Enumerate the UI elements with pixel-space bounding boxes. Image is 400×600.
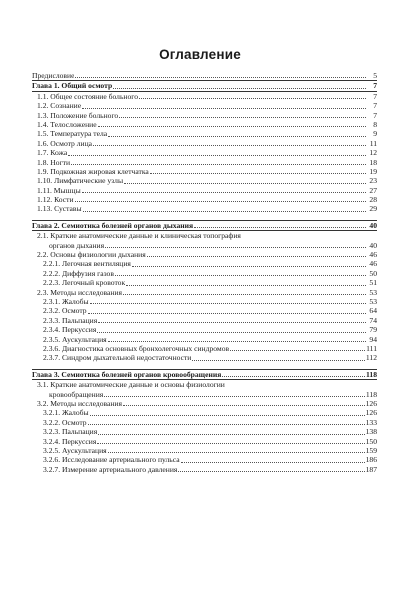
toc-page-number: 8 [373, 119, 377, 129]
toc-entry-label: Предисловие [32, 70, 75, 80]
toc-page-number: 27 [369, 185, 377, 195]
toc-entry-label: 3.2.1. Жалобы [43, 408, 89, 418]
dot-leader [178, 471, 364, 472]
toc-page-number: 64 [369, 306, 377, 316]
toc-entry-label: 1.2. Сознание [37, 101, 82, 111]
toc-entry[interactable] [32, 455, 377, 464]
table-of-contents [32, 71, 377, 474]
toc-entry-label: 1.13. Суставы [37, 204, 82, 214]
dot-leader [123, 294, 366, 295]
dot-leader [194, 227, 366, 228]
dot-leader [108, 136, 366, 137]
toc-entry[interactable] [32, 158, 377, 167]
dot-leader [108, 341, 366, 342]
dot-leader [115, 275, 366, 276]
toc-entry[interactable] [32, 71, 377, 80]
toc-entry-label: 1.9. Подкожная жировая клетчатка [37, 166, 149, 176]
dot-leader [150, 173, 366, 174]
dot-leader [104, 396, 365, 397]
toc-entry-label: 1.11. Мышцы [37, 185, 81, 195]
toc-entry-label: 1.6. Осмотр лица [37, 138, 93, 148]
toc-entry[interactable] [32, 195, 377, 204]
toc-page-number: 53 [369, 297, 377, 306]
toc-entry[interactable] [32, 418, 377, 427]
toc-page-number: 29 [369, 204, 377, 214]
toc-entry-label: Глава 2. Семиотика болезней органов дыхания [32, 220, 194, 230]
toc-entry[interactable] [32, 186, 377, 195]
toc-page-number: 7 [373, 101, 377, 111]
toc-page-number: 79 [369, 325, 377, 335]
toc-entry-label: 2.3.4. Перкуссия [43, 325, 97, 335]
dot-leader [124, 183, 366, 184]
toc-entry-label: 1.10. Лимфатические узлы [37, 176, 124, 186]
toc-entry-label: 1.1. Общее состояние больного [37, 91, 139, 101]
toc-entry-label: 2.3.1. Жалобы [43, 297, 89, 306]
toc-entry-label: 3.2.5. Аускультация [43, 445, 107, 455]
toc-entry[interactable] [32, 427, 377, 436]
toc-entry-label: 3.2.2. Осмотр [43, 417, 87, 427]
toc-entry[interactable] [32, 408, 377, 417]
toc-entry[interactable] [32, 344, 377, 353]
toc-entry-label: 2.2.3. Легочный кровоток [43, 278, 126, 288]
toc-page-number: 7 [373, 81, 377, 91]
dot-leader [82, 108, 366, 109]
toc-entry[interactable] [32, 269, 377, 278]
dot-leader [105, 247, 366, 248]
toc-page-number: 133 [365, 417, 377, 427]
toc-entry[interactable] [32, 446, 377, 455]
toc-entry[interactable] [32, 380, 377, 399]
toc-page-number: 7 [373, 91, 377, 101]
toc-entry-label: 2.2.2. Диффузия газов [43, 268, 114, 278]
toc-entry-label: 2.3.2. Осмотр [43, 306, 87, 316]
dot-leader [88, 424, 365, 425]
toc-entry[interactable] [32, 231, 377, 250]
toc-entry-label: 2.3.3. Пальпация [43, 315, 98, 325]
dot-leader [98, 322, 366, 323]
toc-page-number: 74 [369, 315, 377, 325]
toc-entry[interactable] [32, 92, 377, 101]
toc-entry-label: 2.3.5. Аускультация [43, 334, 107, 344]
dot-leader [222, 376, 365, 377]
toc-entry[interactable] [32, 259, 377, 268]
toc-entry-label: 2.3. Методы исследования [37, 287, 122, 297]
toc-entry[interactable] [32, 148, 377, 157]
toc-entry[interactable] [32, 353, 377, 362]
toc-page-number: 126 [365, 408, 377, 418]
toc-page-number: 126 [365, 398, 377, 408]
toc-entry[interactable] [32, 278, 377, 287]
toc-entry-label: 2.3.6. Диагностика основных бронхолегочных синдромов [43, 343, 230, 353]
toc-entry-label: 2.3.7. Синдром дыхательной недостаточности [43, 353, 192, 363]
toc-entry-label: 3.1. Краткие анатомические данные и основы физиологии [37, 380, 225, 390]
dot-leader [113, 88, 366, 89]
toc-entry[interactable] [32, 399, 377, 408]
dot-leader [126, 285, 366, 286]
toc-entry-label: 1.5. Температура тела [37, 129, 108, 139]
toc-entry[interactable] [32, 316, 377, 325]
dot-leader [90, 415, 365, 416]
toc-entry-label: 3.2.4. Перкуссия [43, 436, 97, 446]
dot-leader [192, 360, 365, 361]
toc-entry[interactable] [32, 204, 377, 213]
toc-entry-label: Глава 1. Общий осмотр [32, 81, 113, 91]
dot-leader [98, 434, 364, 435]
toc-page-number: 118 [366, 369, 377, 379]
dot-leader [93, 145, 366, 146]
dot-leader [75, 201, 366, 202]
toc-page-number: 53 [369, 287, 377, 297]
dot-leader [139, 98, 366, 99]
dot-leader [97, 443, 364, 444]
toc-entry[interactable] [32, 297, 377, 306]
toc-entry[interactable] [32, 111, 377, 120]
toc-chapter-entry[interactable] [32, 369, 377, 380]
toc-page-number: 150 [365, 436, 377, 446]
toc-entry-label: 1.3. Положение больного [37, 110, 119, 120]
dot-leader [68, 155, 366, 156]
toc-page-number: 50 [369, 268, 377, 278]
toc-entry[interactable] [32, 335, 377, 344]
page-title: Оглавление [159, 47, 241, 62]
toc-page-number: 12 [369, 148, 377, 158]
toc-page-number: 23 [369, 176, 377, 186]
toc-page-number: 19 [369, 166, 377, 176]
toc-page-number: 28 [369, 195, 377, 205]
toc-entry[interactable] [32, 250, 377, 259]
toc-page-number: 18 [369, 157, 377, 167]
toc-entry[interactable] [32, 306, 377, 315]
toc-entry-label-continued: кровообращения [49, 389, 104, 399]
toc-entry[interactable] [32, 325, 377, 334]
toc-entry[interactable] [32, 101, 377, 110]
toc-entry-label-continued: органов дыхания [49, 240, 105, 250]
toc-entry-label: 2.2. Основы физиологии дыхания [37, 250, 146, 260]
dot-leader [88, 313, 366, 314]
toc-page-number: 187 [365, 464, 377, 474]
toc-page-number: 159 [365, 445, 377, 455]
toc-page-number: 186 [365, 455, 377, 465]
dot-leader [90, 303, 366, 304]
toc-page-number: 7 [373, 110, 377, 120]
toc-page-number: 5 [373, 70, 377, 80]
toc-page-number: 51 [369, 278, 377, 288]
dot-leader [71, 164, 366, 165]
toc-page-number: 11 [369, 138, 377, 148]
toc-entry-label: 2.2.1. Легочная вентиляция [43, 259, 131, 269]
dot-leader [75, 77, 366, 78]
toc-page-number: 118 [365, 389, 377, 399]
dot-leader [108, 452, 365, 453]
toc-chapter-entry[interactable] [32, 220, 377, 231]
dot-leader [181, 462, 365, 463]
toc-entry-label: 1.7. Кожа [37, 148, 68, 158]
toc-entry[interactable] [32, 465, 377, 474]
toc-entry-label: 1.12. Кости [37, 195, 74, 205]
toc-chapter-entry[interactable] [32, 80, 377, 91]
dot-leader [119, 117, 366, 118]
toc-page-number: 9 [373, 129, 377, 139]
toc-page-number: 111 [366, 343, 377, 353]
toc-entry-label: 3.2.7. Измерение артериального давления [43, 464, 178, 474]
toc-page-number: 112 [365, 353, 377, 363]
toc-page-number: 40 [369, 220, 377, 230]
dot-leader [98, 126, 366, 127]
dot-leader [123, 405, 365, 406]
toc-entry[interactable] [32, 139, 377, 148]
toc-entry-label: 1.4. Телосложение [37, 119, 97, 129]
toc-entry-label: 3.2. Методы исследования [37, 398, 122, 408]
toc-entry[interactable] [32, 129, 377, 138]
toc-page-number: 94 [369, 334, 377, 344]
toc-entry-label: Глава 3. Семиотика болезней органов кровообращения [32, 369, 222, 379]
dot-leader [230, 350, 365, 351]
dot-leader [132, 266, 366, 267]
toc-page-number: 46 [369, 250, 377, 260]
toc-entry-label: 3.2.3. Пальпация [43, 427, 98, 437]
toc-entry-label: 1.8. Ногти [37, 157, 71, 167]
toc-page-number: 138 [365, 427, 377, 437]
toc-entry-label: 3.2.6. Исследование артериального пульса [43, 455, 180, 465]
toc-entry[interactable] [32, 176, 377, 185]
toc-page-number: 46 [369, 259, 377, 269]
toc-entry[interactable] [32, 167, 377, 176]
dot-leader [97, 332, 366, 333]
toc-entry[interactable] [32, 437, 377, 446]
dot-leader [83, 211, 366, 212]
dot-leader [82, 192, 366, 193]
toc-page-number: 40 [369, 240, 377, 250]
toc-entry[interactable] [32, 120, 377, 129]
toc-entry[interactable] [32, 288, 377, 297]
toc-entry-label: 2.1. Краткие анатомические данные и клиническая топография [37, 231, 241, 241]
dot-leader [147, 256, 366, 257]
